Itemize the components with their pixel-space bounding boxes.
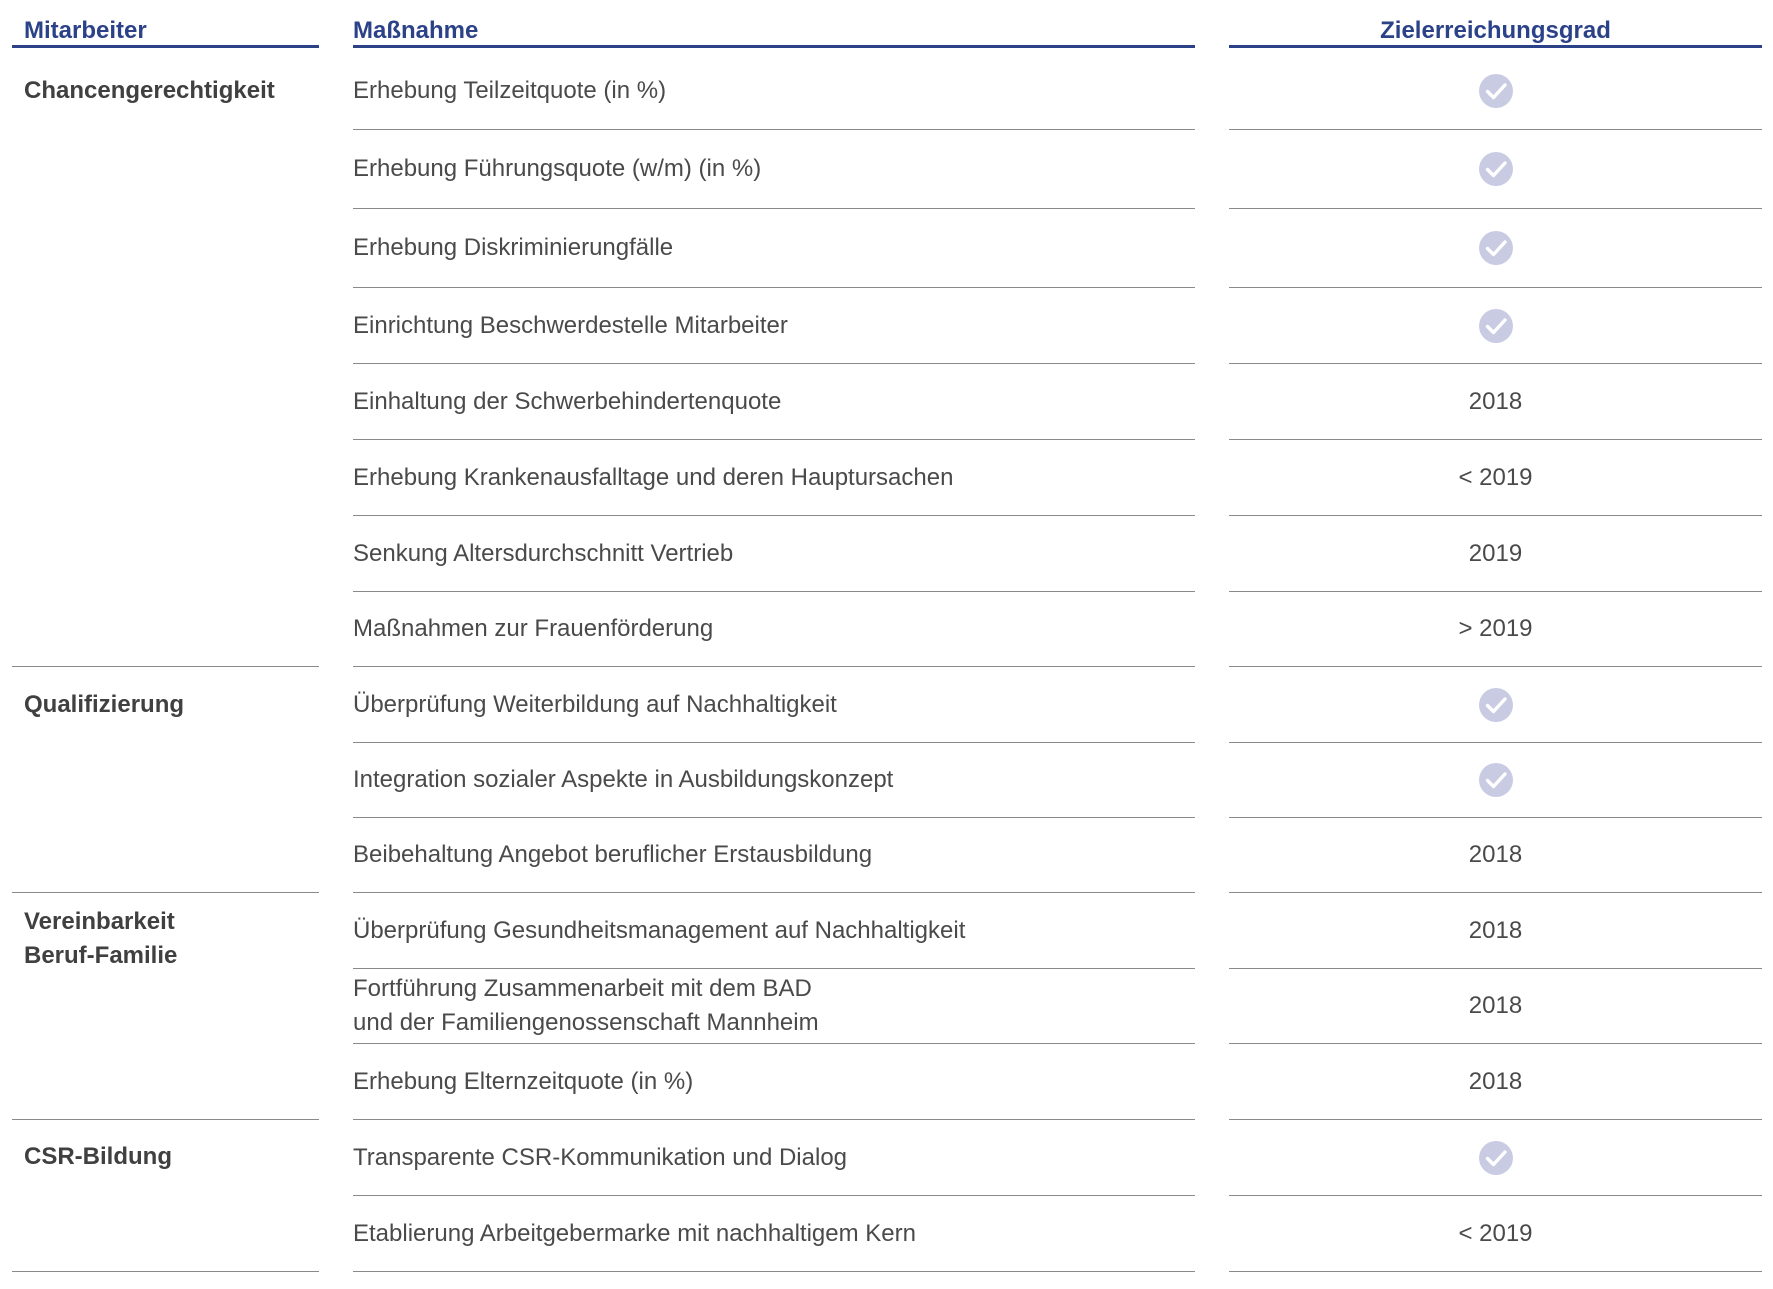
table-row [353,1196,1762,1272]
header-massnahme: Maßnahme [353,14,1195,48]
table-row [353,743,1762,818]
status-text: < 2019 [1458,463,1533,491]
status-cell [1229,440,1762,516]
table-row [353,364,1762,440]
status-cell [1229,364,1762,440]
status-cell [1229,516,1762,592]
table-row [353,969,1762,1044]
table-row [353,288,1762,364]
status-cell [1229,1196,1762,1272]
table-row [353,52,1762,130]
header-zielerreichungsgrad: Zielerreichungsgrad [1229,14,1762,48]
measure-cell: Überprüfung Gesundheitsmanagement auf Nachhaltigkeit [353,893,1195,969]
measure-cell: Senkung Altersdurchschnitt Vertrieb [353,516,1195,592]
status-text: 2018 [1468,387,1523,415]
measure-cell: Einrichtung Beschwerdestelle Mitarbeiter [353,288,1195,364]
header-mitarbeiter: Mitarbeiter [12,14,319,48]
check-icon [1478,230,1514,266]
check-icon [1478,687,1514,723]
status-cell [1229,743,1762,818]
table-row [353,130,1762,209]
measure-cell: Erhebung Elternzeitquote (in %) [353,1044,1195,1120]
table-row [353,1120,1762,1196]
status-text: < 2019 [1458,1219,1533,1247]
measure-cell: Integration sozialer Aspekte in Ausbildungskonzept [353,743,1195,818]
table-row [353,667,1762,743]
status-cell [1229,288,1762,364]
status-text: 2018 [1468,992,1523,1019]
category-chancengerechtigkeit: Chancengerechtigkeit [12,48,319,667]
table-row [353,592,1762,667]
status-text: 2019 [1468,539,1523,567]
table-row [353,209,1762,288]
measure-cell: Erhebung Krankenausfalltage und deren Hauptursachen [353,440,1195,516]
category-qualifizierung: Qualifizierung [12,667,319,893]
status-text: > 2019 [1458,615,1533,642]
measure-cell: Transparente CSR-Kommunikation und Dialog [353,1120,1195,1196]
status-cell [1229,1120,1762,1196]
measure-cell: Fortführung Zusammenarbeit mit dem BAD und der Familiengenossenschaft Mannheim [353,969,1195,1044]
table-row [353,1044,1762,1120]
category-vereinbarkeit: Vereinbarkeit Beruf-Familie [12,893,319,1120]
status-cell [1229,52,1762,130]
measure-cell: Erhebung Teilzeitquote (in %) [353,52,1195,130]
status-cell [1229,818,1762,893]
check-icon [1478,1140,1514,1176]
status-cell [1229,592,1762,667]
check-icon [1478,308,1514,344]
category-csr-bildung: CSR-Bildung [12,1120,319,1272]
status-cell [1229,130,1762,209]
table-row [353,893,1762,969]
measure-cell: Überprüfung Weiterbildung auf Nachhaltigkeit [353,667,1195,743]
status-cell [1229,209,1762,288]
check-icon [1478,762,1514,798]
check-icon [1478,73,1514,109]
status-text: 2018 [1468,916,1523,944]
measure-cell: Beibehaltung Angebot beruflicher Erstausbildung [353,818,1195,893]
table-row [353,440,1762,516]
status-cell [1229,667,1762,743]
table-row [353,818,1762,893]
status-cell [1229,969,1762,1044]
status-text: 2018 [1468,841,1523,868]
check-icon [1478,151,1514,187]
status-text: 2018 [1468,1067,1523,1095]
status-cell [1229,893,1762,969]
measure-cell: Erhebung Diskriminierungfälle [353,209,1195,288]
measure-cell: Etablierung Arbeitgebermarke mit nachhaltigem Kern [353,1196,1195,1272]
measure-cell: Maßnahmen zur Frauenförderung [353,592,1195,667]
measure-cell: Einhaltung der Schwerbehindertenquote [353,364,1195,440]
status-cell [1229,1044,1762,1120]
measure-cell: Erhebung Führungsquote (w/m) (in %) [353,130,1195,209]
table-row [353,516,1762,592]
